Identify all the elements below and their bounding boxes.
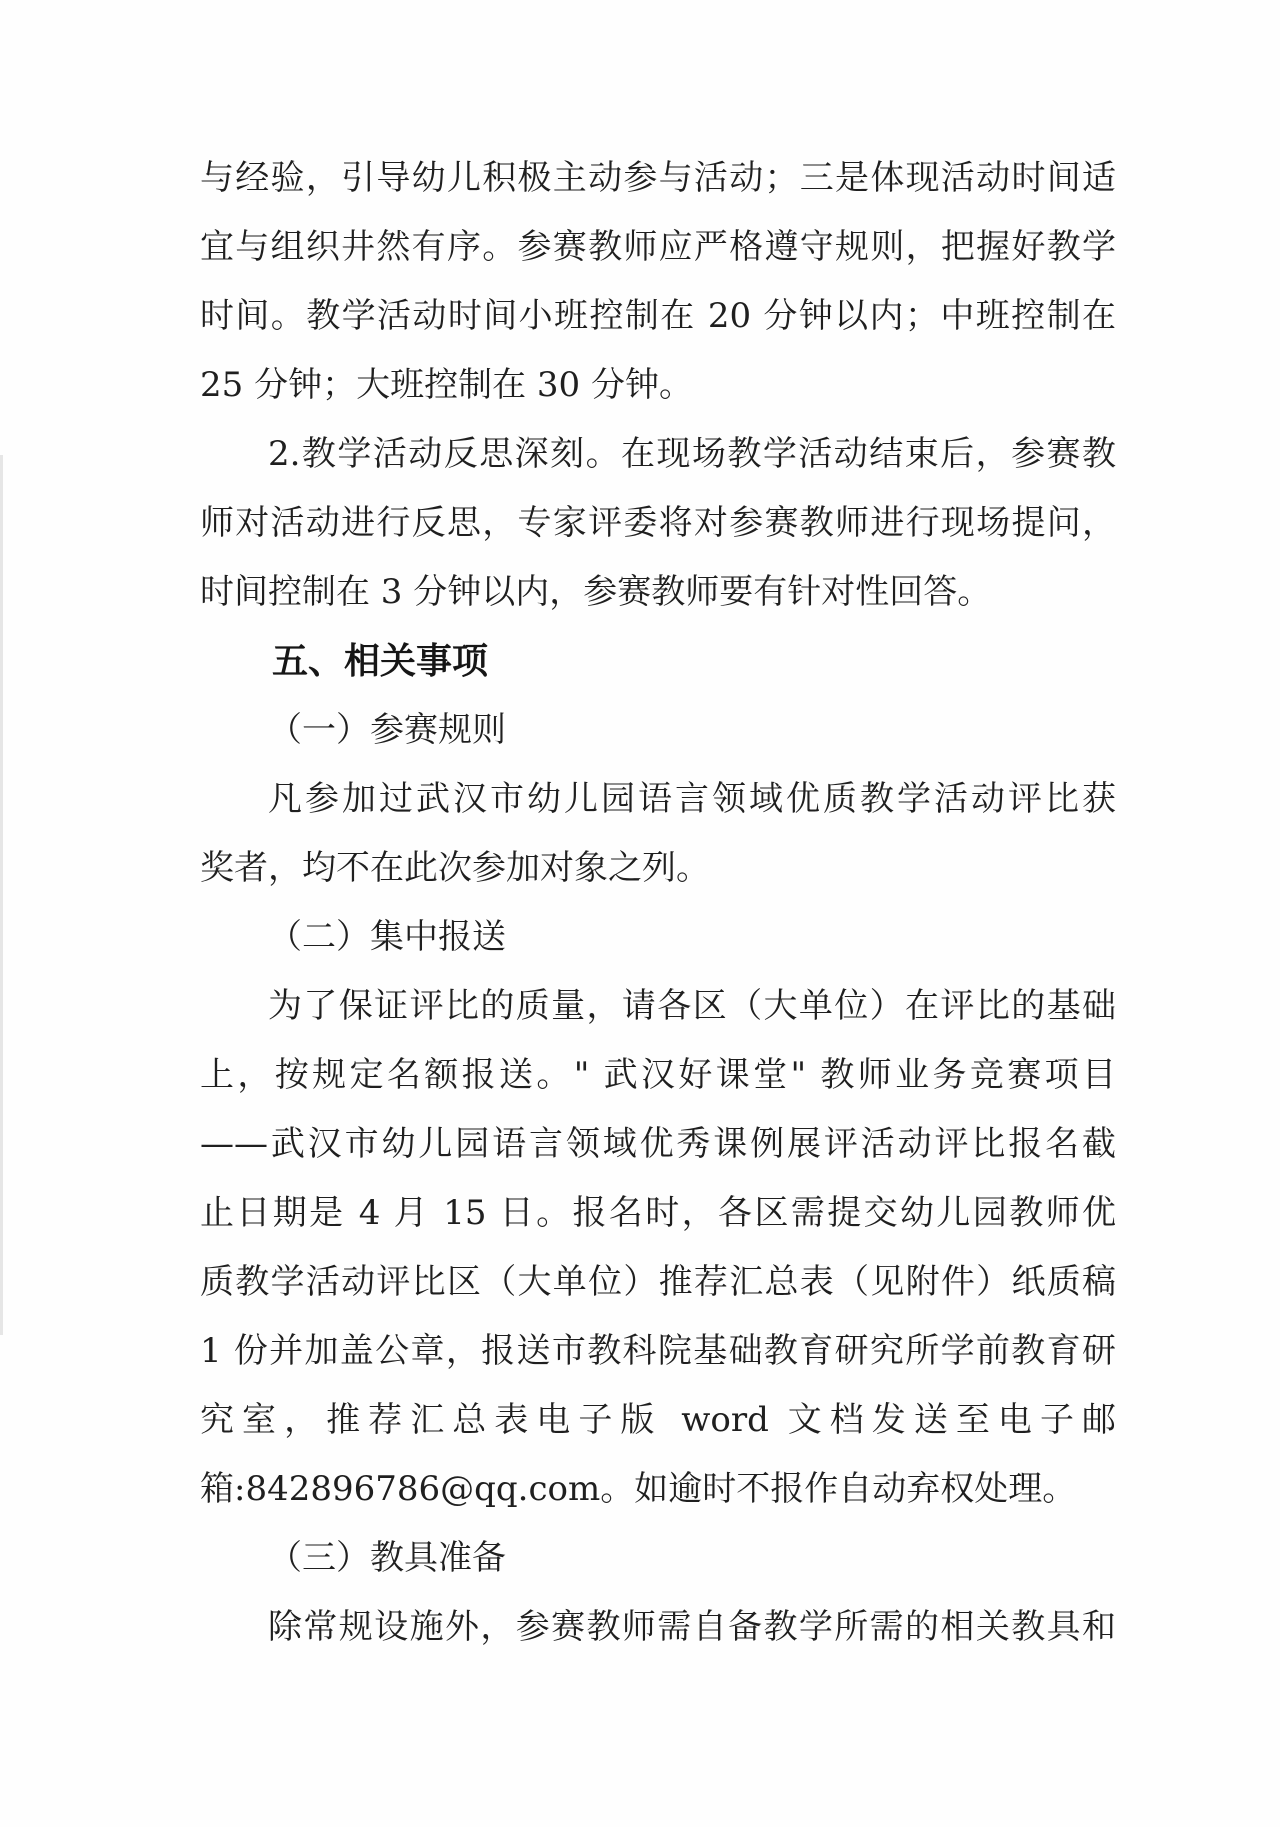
text-line: 质教学活动评比区（大单位）推荐汇总表（见附件）纸质稿 [200, 1262, 1116, 1302]
document-body [200, 144, 1116, 1662]
subsection-title: （三）教具准备 [268, 1538, 506, 1578]
email-line: 箱:842896786@qq.com。如逾时不报作自动弃权处理。 [200, 1469, 1077, 1509]
text-line: 1 份并加盖公章，报送市教科院基础教育研究所学前教育研 [200, 1331, 1116, 1371]
text-line: 师对活动进行反思，专家评委将对参赛教师进行现场提问， [200, 503, 1116, 543]
text-line: 2.教学活动反思深刻。在现场教学活动结束后，参赛教 [268, 434, 1116, 474]
text-line: 25 分钟；大班控制在 30 分钟。 [200, 365, 693, 405]
text-line: 时间。教学活动时间小班控制在 20 分钟以内；中班控制在 [200, 296, 1116, 336]
section-heading: 五、相关事项 [272, 641, 489, 682]
text-line: ——武汉市幼儿园语言领域优秀课例展评活动评比报名截 [200, 1124, 1116, 1164]
text-line: 除常规设施外，参赛教师需自备教学所需的相关教具和 [268, 1607, 1116, 1647]
text-line: 宜与组织井然有序。参赛教师应严格遵守规则，把握好教学 [200, 227, 1116, 267]
text-line: 止日期是 4 月 15 日。报名时，各区需提交幼儿园教师优 [200, 1193, 1116, 1233]
text-line: 为了保证评比的质量，请各区（大单位）在评比的基础 [268, 986, 1116, 1026]
text-line: 与经验，引导幼儿积极主动参与活动；三是体现活动时间适 [200, 158, 1116, 198]
text-line: 奖者，均不在此次参加对象之列。 [200, 848, 710, 888]
scan-edge-artifact [0, 455, 3, 1335]
text-line: 凡参加过武汉市幼儿园语言领域优质教学活动评比获 [268, 779, 1116, 819]
text-line: 时间控制在 3 分钟以内，参赛教师要有针对性回答。 [200, 572, 992, 612]
text-line: 上，按规定名额报送。" 武汉好课堂" 教师业务竞赛项目 [200, 1055, 1116, 1095]
text-line: 究室，推荐汇总表电子版 word 文档发送至电子邮 [200, 1400, 1116, 1440]
subsection-title: （二）集中报送 [268, 917, 506, 957]
subsection-title: （一）参赛规则 [268, 710, 506, 750]
